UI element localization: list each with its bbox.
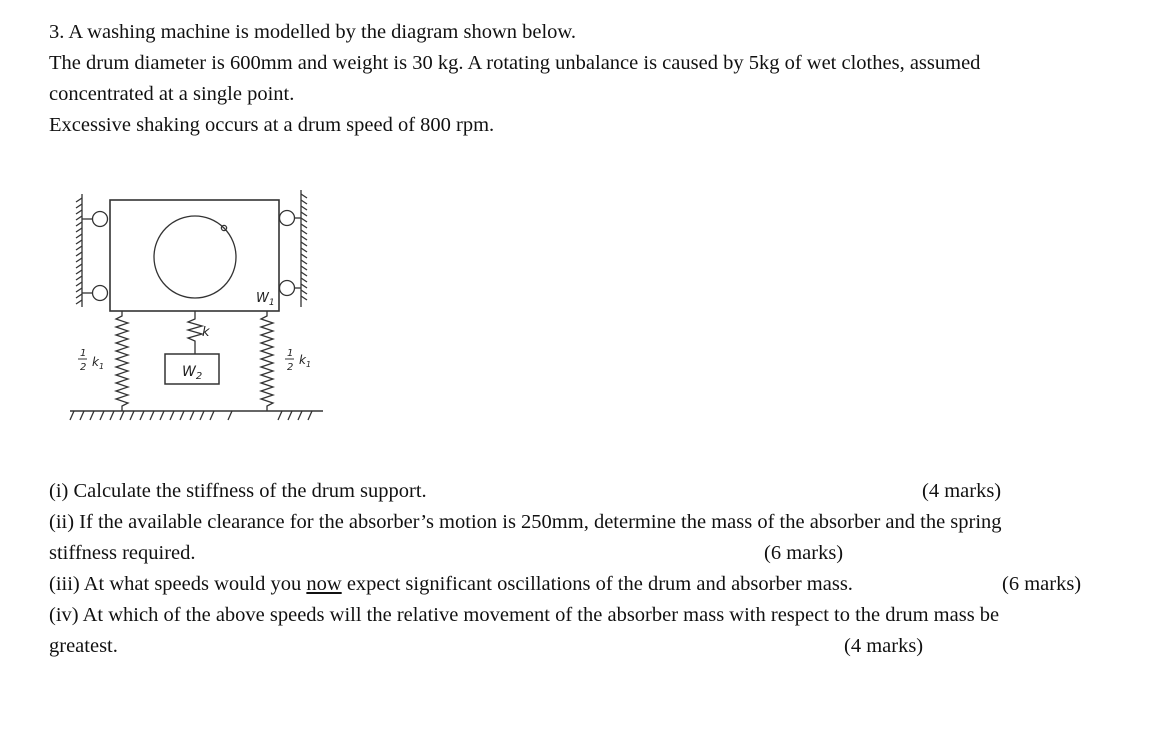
right-support-spring	[261, 311, 273, 411]
label-w2: $W_2$	[182, 364, 203, 382]
drum-circle	[154, 216, 236, 298]
part-ii-text-line-1: (ii) If the available clearance for the absorber’s motion is 250mm, determine the mass of the absorber and the spring	[49, 511, 1002, 533]
right-wall-hatching	[301, 194, 307, 300]
part-i-marks: (4 marks)	[922, 480, 1002, 502]
left-support-spring	[116, 311, 128, 411]
label-half-k1-right	[285, 348, 311, 373]
part-iv-text-line-1: (iv) At which of the above speeds will the relative movement of the absorber mass with respect to the drum mass be	[49, 604, 1000, 626]
ground-hatching	[70, 411, 312, 420]
question-header: 3. A washing machine is modelled by the diagram shown below.	[49, 21, 577, 43]
question-description-line-2: concentrated at a single point.	[49, 83, 295, 105]
question-description-line-3: Excessive shaking occurs at a drum speed of 800 rpm.	[49, 114, 495, 136]
part-ii-marks: (6 marks)	[764, 542, 844, 564]
roller-top-right	[280, 211, 295, 226]
question-description-line-1: The drum diameter is 600mm and weight is 30 kg. A rotating unbalance is caused by 5kg of wet clothes, assumed	[49, 52, 981, 74]
roller-bottom-left	[93, 286, 108, 301]
part-ii-text-line-2: stiffness required.	[49, 542, 196, 564]
svg-text:k1: $k_1$	[299, 353, 312, 369]
svg-text:1: 1	[80, 348, 87, 359]
label-w1: $W_1$	[256, 291, 275, 308]
roller-top-left	[93, 212, 108, 227]
washing-machine-diagram	[60, 182, 330, 427]
svg-text:2: 2	[80, 362, 87, 373]
svg-text:1: 1	[287, 348, 294, 359]
emphasis-now: now	[306, 573, 342, 595]
left-wall-hatching	[76, 198, 82, 304]
svg-text:k1: $k_1$	[92, 355, 105, 371]
roller-bottom-right	[280, 281, 295, 296]
part-iii-text: (iii) At what speeds would you now expect significant oscillations of the drum and absorber mass.	[49, 573, 853, 595]
absorber-spring	[188, 311, 202, 354]
part-iv-text-line-2: greatest.	[49, 635, 118, 657]
part-iv-marks: (4 marks)	[844, 635, 924, 657]
part-iii-marks: (6 marks)	[1002, 573, 1082, 595]
svg-text:2: 2	[287, 362, 294, 373]
label-k: k	[202, 325, 210, 340]
label-half-k1-left	[78, 348, 104, 373]
part-i-text: (i) Calculate the stiffness of the drum support.	[49, 480, 427, 502]
